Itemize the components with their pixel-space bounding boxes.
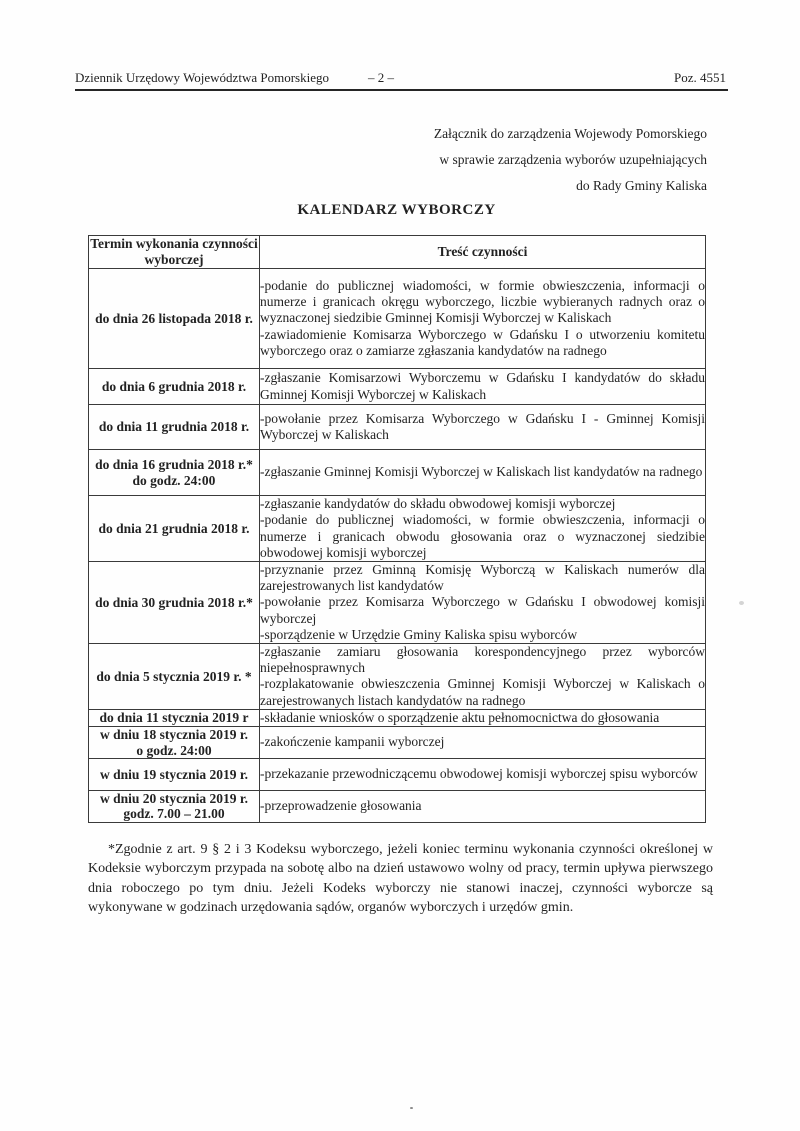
annex-line-3: do Rady Gminy Kaliska bbox=[576, 178, 707, 193]
activity-item: -podanie do publicznej wiadomości, w formie obwieszczenia, informacji o numerze i granicach okręgu wyborczego, liczbie wybieranych radnych oraz o wyznaczonej siedzibie Gminnej Komisji Wyborczej w Kaliskach bbox=[260, 277, 705, 326]
column-header-content: Treść czynności bbox=[260, 236, 706, 269]
content-cell bbox=[260, 759, 706, 791]
activity-item: -składanie wniosków o sporządzenie aktu pełnomocnictwa do głosowania bbox=[260, 709, 660, 725]
content-cell bbox=[260, 405, 706, 450]
table-row bbox=[89, 369, 706, 405]
term-line: do dnia 5 stycznia 2019 r. * bbox=[96, 668, 252, 684]
term-line: do dnia 16 grudnia 2018 r.* bbox=[95, 457, 253, 473]
term-cell bbox=[89, 791, 260, 823]
page-number: – 2 – bbox=[368, 70, 394, 85]
content-cell bbox=[260, 562, 706, 644]
annex-line-1: Załącznik do zarządzenia Wojewody Pomorskiego bbox=[433, 126, 707, 141]
table-row bbox=[89, 496, 706, 562]
term-cell bbox=[89, 496, 260, 562]
table-row bbox=[89, 727, 706, 759]
term-line: w dniu 19 stycznia 2019 r. bbox=[99, 766, 249, 782]
content-cell bbox=[260, 644, 706, 710]
activity-item: -zgłaszanie Gminnej Komisji Wyborczej w Kaliskach list kandydatów na radnego bbox=[260, 464, 703, 480]
table-row bbox=[89, 644, 706, 710]
table-row bbox=[89, 709, 706, 726]
journal-name: Dziennik Urzędowy Województwa Pomorskiego bbox=[75, 70, 329, 85]
term-line: do dnia 21 grudnia 2018 r. bbox=[98, 520, 250, 536]
term-cell bbox=[89, 727, 260, 759]
annex-block bbox=[434, 121, 707, 199]
term-line: do dnia 11 grudnia 2018 r. bbox=[98, 419, 250, 435]
term-cell bbox=[89, 562, 260, 644]
content-cell bbox=[260, 709, 706, 726]
document-title: KALENDARZ WYBORCZY bbox=[297, 202, 496, 218]
position-number: Poz. 4551 bbox=[674, 70, 726, 85]
term-line: w dniu 18 stycznia 2019 r. bbox=[99, 727, 249, 743]
term-cell bbox=[89, 709, 260, 726]
content-cell bbox=[260, 269, 706, 369]
table-row bbox=[89, 759, 706, 791]
activity-item: -zawiadomienie Komisarza Wyborczego w Gdańsku I o utworzeniu komitetu wyborczego oraz o zamiarze zgłaszania kandydatów na radnego bbox=[260, 326, 705, 358]
column-header-term: Termin wykonania czynności wyborczej bbox=[90, 236, 258, 267]
table-row bbox=[89, 562, 706, 644]
table-header-row bbox=[89, 236, 706, 269]
scan-artifact-dot bbox=[410, 1107, 413, 1109]
scan-artifact-smudge bbox=[739, 601, 744, 605]
activity-item: -zgłaszanie kandydatów do składu obwodowej komisji wyborczej bbox=[260, 496, 616, 512]
term-line: do dnia 11 stycznia 2019 r bbox=[99, 710, 249, 726]
term-line: do dnia 30 grudnia 2018 r.* bbox=[95, 594, 253, 610]
calendar-rows bbox=[89, 269, 706, 823]
term-line: w dniu 20 stycznia 2019 r. bbox=[99, 791, 249, 807]
activity-item: -powołanie przez Komisarza Wyborczego w Gdańsku I - Gminnej Komisji Wyborczej w Kaliskach bbox=[260, 410, 705, 442]
activity-item: -sporządzenie w Urzędzie Gminy Kaliska spisu wyborców bbox=[260, 626, 578, 642]
table-row bbox=[89, 269, 706, 369]
term-line: do dnia 6 grudnia 2018 r. bbox=[101, 378, 247, 394]
term-cell bbox=[89, 405, 260, 450]
activity-item: -zakończenie kampanii wyborczej bbox=[260, 734, 445, 750]
page-header bbox=[75, 70, 728, 91]
activity-item: -powołanie przez Komisarza Wyborczego w Gdańsku I obwodowej komisji wyborczej bbox=[260, 594, 705, 626]
table-row bbox=[89, 450, 706, 496]
annex-line-2: w sprawie zarządzenia wyborów uzupełniających bbox=[439, 152, 707, 167]
activity-item: -zgłaszanie Komisarzowi Wyborczemu w Gdańsku I kandydatów do składu Gminnej Komisji Wyborczej w Kaliskach bbox=[260, 370, 705, 402]
activity-item: -przeprowadzenie głosowania bbox=[260, 798, 422, 814]
content-cell bbox=[260, 369, 706, 405]
table-row bbox=[89, 405, 706, 450]
content-cell bbox=[260, 791, 706, 823]
content-cell bbox=[260, 450, 706, 496]
activity-item: -zgłaszanie zamiaru głosowania korespondencyjnego przez wyborców niepełnosprawnych bbox=[260, 644, 705, 676]
table-row bbox=[89, 791, 706, 823]
activity-item: -przekazanie przewodniczącemu obwodowej komisji wyborczej spisu wyborców bbox=[260, 766, 698, 782]
activity-item: -podanie do publicznej wiadomości, w formie obwieszczenia, informacji o numerze i granicach obwodu głosowania oraz o wyznaczonej siedzibie obwodowej komisji wyborczej bbox=[260, 512, 705, 560]
term-line: do dnia 26 listopada 2018 r. bbox=[95, 310, 253, 326]
term-line: do godz. 24:00 bbox=[132, 472, 216, 488]
term-cell bbox=[89, 369, 260, 405]
term-line: o godz. 24:00 bbox=[136, 742, 212, 758]
term-cell bbox=[89, 644, 260, 710]
term-cell bbox=[89, 450, 260, 496]
content-cell bbox=[260, 496, 706, 562]
activity-item: -przyznanie przez Gminną Komisję Wyborczą w Kaliskach numerów dla zarejestrowanych list kandydatów bbox=[260, 562, 705, 594]
content-cell bbox=[260, 727, 706, 759]
footnote-paragraph: *Zgodnie z art. 9 § 2 i 3 Kodeksu wyborczego, jeżeli koniec terminu wykonania czynności określonej w Kodeksie wyborczym przypada na sobotę albo na dzień ustawowo wolny od pracy, termin upływa pierwszego dnia roboczego po tym dniu. Jeżeli Kodeks wyborczy nie stanowi inaczej, czynności wyborcze są wykonywane w godzinach urzędowania sądów, organów wyborczych i urzędów gmin. bbox=[88, 842, 713, 915]
election-calendar-table bbox=[88, 235, 706, 823]
term-cell bbox=[89, 759, 260, 791]
term-line: godz. 7.00 – 21.00 bbox=[123, 806, 225, 822]
term-cell bbox=[89, 269, 260, 369]
activity-item: -rozplakatowanie obwieszczenia Gminnej Komisji Wyborczej w Kaliskach o zarejestrowanych listach kandydatów na radnego bbox=[260, 676, 705, 708]
